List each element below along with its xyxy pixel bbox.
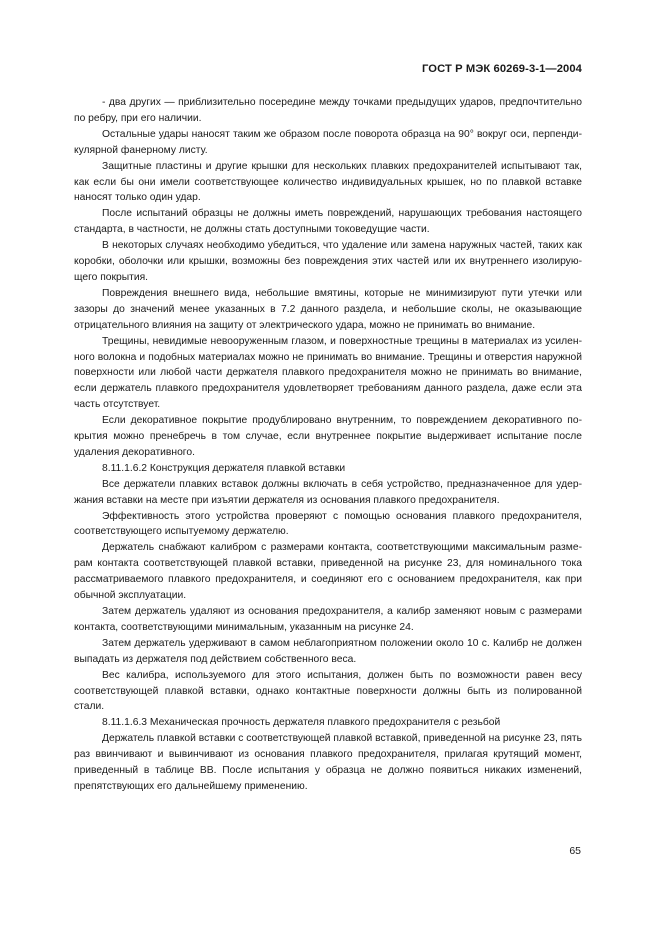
paragraph: Затем держатель удерживают в самом неблагоприятном положении около 10 с. Калибр не должен выпадать из держателя под действием собственного веса. — [74, 637, 582, 665]
paragraph: Эффективность этого устройства проверяют с помощью основания плавкого предохранителя, соответствующего испытуемому держателю. — [74, 510, 582, 538]
paragraph: Затем держатель удаляют из основания предохранителя, а калибр заменяют новым с размерами контакта, соответствующими минимальным, указанным на рисунке 24. — [74, 606, 582, 633]
paragraph: Держатель снабжают калибром с размерами контакта, соответствующими максимальным размерам контакта соответствующей плавкой вставки, приведенной на рисунке 23, для номинального тока рассматриваемого плавкого предохранителя, и соединяют его с основанием предохранителя, как при обычной эксплуатации. — [74, 542, 582, 602]
paragraph: В некоторых случаях необходимо убедиться, что удаление или замена наружных частей, таких как коробки, оболочки или крышки, возможны без повреждения этих частей или их внутреннего изолирующего покрытия. — [74, 240, 582, 283]
paragraph: Вес калибра, используемого для этого испытания, должен быть по возможности равен весу соответствующей плавкой вставки, однако контактные поверхности должны быть из полированной стали. — [74, 669, 582, 713]
section-heading: 8.11.1.6.3 Механическая прочность держателя плавкого предохранителя с резьбой — [102, 717, 501, 729]
paragraph: Остальные удары наносят таким же образом после поворота образца на 90° вокруг оси, перпендикулярной фанерному листу. — [74, 128, 582, 156]
section-heading: 8.11.1.6.2 Конструкция держателя плавкой вставки — [102, 462, 346, 474]
paragraph: Все держатели плавких вставок должны включать в себя устройство, предназначенное для удержания вставки на месте при изъятии держателя из основания плавкого предохранителя. — [74, 478, 582, 506]
page-body — [74, 95, 582, 795]
standard-designation: ГОСТ Р МЭК 60269-3-1—2004 — [421, 63, 582, 75]
paragraph: Держатель плавкой вставки с соответствующей плавкой вставкой, приведенной на рисунке 23, пять раз ввинчивают и вывинчивают из основания плавкого предохранителя, прилагая крутящий момент, приведенный в таблице ВВ. После испытания у образца не должно появиться никаких изменений, препятствующих его дальнейшему применению. — [74, 733, 582, 792]
paragraph: После испытаний образцы не должны иметь повреждений, нарушающих требования настоящего стандарта, в частности, не должны стать доступными токоведущие части. — [74, 208, 582, 236]
paragraph: Трещины, невидимые невооруженным глазом, и поверхностные трещины в материалах из усиленного волокна и подобных материалах можно не принимать во внимание. Трещины и отверстия наружной поверхности или любой части держателя плавкого предохранителя можно не принимать во внимание, если держатель плавкого предохранителя удовлетворяет требованиям данного раздела, даже если эта часть отсутствует. — [74, 335, 582, 411]
paragraph: Повреждения внешнего вида, небольшие вмятины, которые не минимизируют пути утечки или зазоры до значений менее указанных в 7.2 данного раздела, и небольшие сколы, не оказывающие отрицательного влияния на защиту от электрического удара, можно не принимать во внимание. — [74, 287, 582, 331]
paragraph: Защитные пластины и другие крышки для нескольких плавких предохранителей испытывают так, как если бы они имели соответствующее количество индивидуальных крышек, но по плавкой вставке наносят только один удар. — [74, 160, 582, 204]
paragraph: Если декоративное покрытие продублировано внутренним, то повреждением декоративного покрытия можно пренебречь в том случае, если внутреннее покрытие выдерживает испытание после удаления декоративного. — [74, 415, 582, 458]
paragraph: - два других — приблизительно посередине между точками предыдущих ударов, предпочтительно по ребру, при его наличии. — [74, 97, 582, 124]
page-number: 65 — [569, 845, 581, 857]
